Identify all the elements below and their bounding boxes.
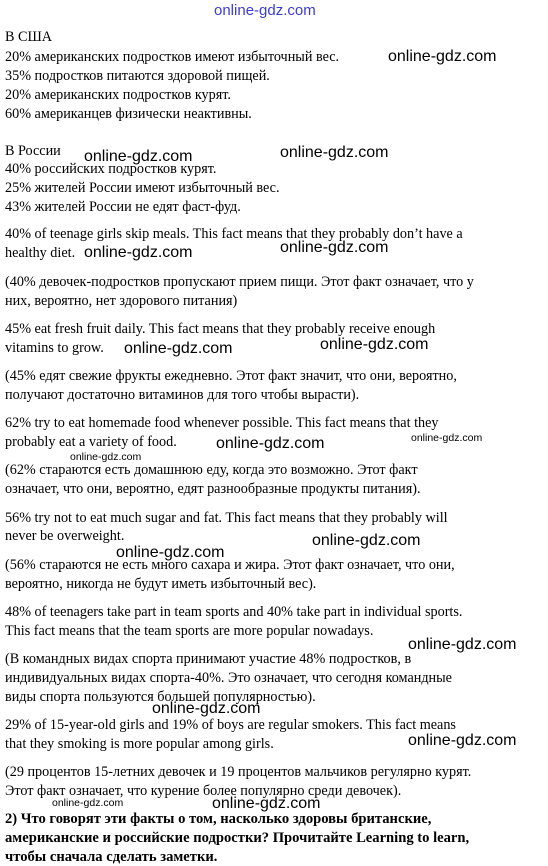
paragraph-line: (62% стараются есть домашнюю еду, когда это возможно. Этот факт [5, 462, 418, 478]
paragraph-line: (40% девочек-подростков пропускают прием пищи. Этот факт означает, что у [5, 274, 474, 290]
watermark: online-gdz.com [84, 148, 193, 165]
paragraph-line: них, вероятно, нет здорового питания) [5, 293, 238, 309]
watermark: online-gdz.com [84, 244, 193, 261]
usa-fact: 35% подростков питаются здоровой пищей. [5, 68, 270, 84]
paragraph-line: индивидуальных видах спорта-40%. Это означает, что сегодня командные [5, 670, 452, 686]
watermark: online-gdz.com [124, 340, 233, 357]
paragraph-line: (29 процентов 15-летних девочек и 19 процентов мальчиков регулярно курят. [5, 764, 472, 780]
paragraph-line: vitamins to grow. [5, 340, 104, 356]
watermark: online-gdz.com [408, 732, 517, 749]
watermark: online-gdz.com [312, 532, 421, 549]
usa-fact: 20% американских подростков имеют избыточный вес. [5, 49, 340, 65]
paragraph-line: означает, что они, вероятно, едят разнообразные продукты питания). [5, 481, 421, 497]
paragraph-line: 45% eat fresh fruit daily. This fact means that they probably receive enough [5, 321, 436, 337]
paragraph-line: 48% of teenagers take part in team sports and 40% take part in individual sports. [5, 604, 463, 620]
paragraph-line: 62% try to eat homemade food whenever possible. This fact means that they [5, 415, 439, 431]
paragraph-line: 40% of teenage girls skip meals. This fact means that they probably don’t have a [5, 226, 463, 242]
paragraph-line: This fact means that the team sports are more popular nowadays. [5, 623, 374, 639]
paragraph-line: 56% try not to eat much sugar and fat. This fact means that they probably will [5, 510, 448, 526]
paragraph-line: (45% едят свежие фрукты ежедневно. Этот факт значит, что они, вероятно, [5, 368, 457, 384]
watermark: online-gdz.com [212, 795, 321, 812]
russia-fact: 25% жителей России имеют избыточный вес. [5, 180, 280, 196]
paragraph-line: that they smoking is more popular among girls. [5, 736, 274, 752]
paragraph-line: виды спорта пользуются большей популярностью). [5, 689, 316, 705]
watermark: online-gdz.com [70, 451, 142, 463]
usa-fact: 20% американских подростков курят. [5, 87, 231, 103]
task-line: американские и российские подростки? Прочитайте Learning to learn, [5, 830, 470, 846]
watermark: online-gdz.com [280, 239, 389, 256]
watermark: online-gdz.com [216, 435, 325, 452]
paragraph-line: вероятно, никогда не будут иметь избыточный вес). [5, 576, 317, 592]
watermark: online-gdz.com [52, 797, 124, 809]
paragraph-line: healthy diet. [5, 245, 76, 261]
watermark: online-gdz.com [408, 636, 517, 653]
russia-fact: 40% российских подростков курят. [5, 161, 217, 177]
russia-heading: В России [5, 143, 61, 159]
paragraph-line: never be overweight. [5, 528, 125, 544]
watermark: online-gdz.com [214, 2, 316, 19]
paragraph-line: Этот факт означает, что курение более популярно среди девочек). [5, 783, 402, 799]
watermark: online-gdz.com [280, 144, 389, 161]
watermark: online-gdz.com [152, 700, 261, 717]
usa-fact: 60% американцев физически неактивны. [5, 106, 252, 122]
paragraph-line: (56% стараются не есть много сахара и жира. Этот факт означает, что они, [5, 557, 455, 573]
paragraph-line: probably eat a variety of food. [5, 434, 177, 450]
paragraph-line: (В командных видах спорта принимают участие 48% подростков, в [5, 651, 412, 667]
watermark: online-gdz.com [320, 336, 429, 353]
watermark: online-gdz.com [388, 48, 497, 65]
task-line: 2) Что говорят эти факты о том, насколько здоровы британские, [5, 811, 432, 827]
paragraph-line: получают достаточно витаминов для того чтобы вырасти). [5, 387, 360, 403]
task-line: чтобы сначала сделать заметки. [5, 849, 218, 865]
usa-heading: В США [5, 29, 53, 45]
russia-fact: 43% жителей России не едят фаст-фуд. [5, 199, 241, 215]
paragraph-line: 29% of 15-year-old girls and 19% of boys are regular smokers. This fact means [5, 717, 456, 733]
watermark: online-gdz.com [116, 544, 225, 561]
watermark: online-gdz.com [411, 432, 483, 444]
